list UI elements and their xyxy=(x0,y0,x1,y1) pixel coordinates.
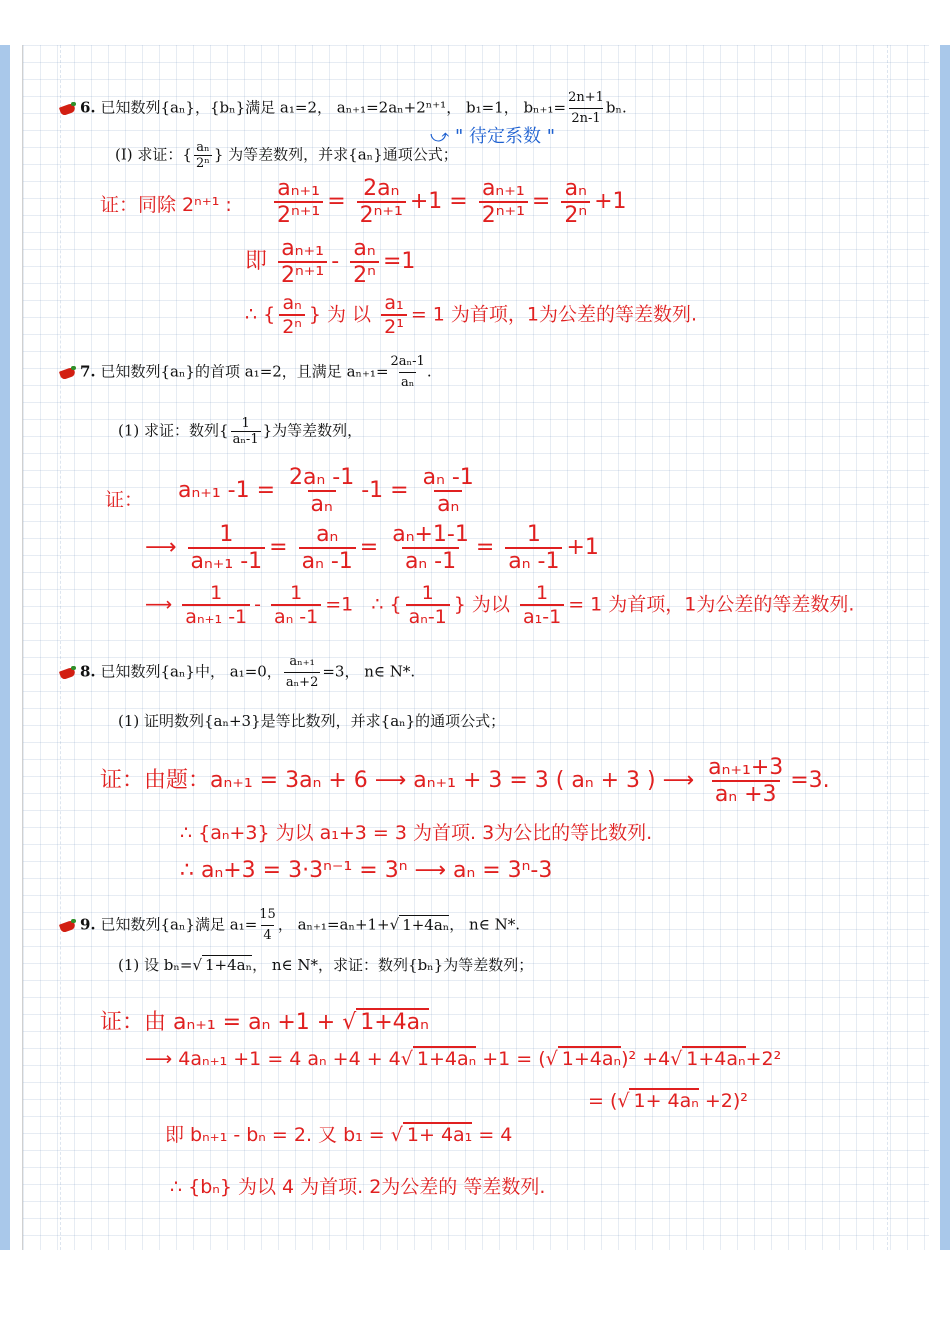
math-text: 1+4aₙ xyxy=(558,1046,621,1070)
math-text: aₙ₊₁ -1 = xyxy=(178,478,276,503)
math-text: 已知数列{aₙ}满足 a₁= xyxy=(100,915,258,934)
math-text: aₙ xyxy=(282,292,302,314)
fraction xyxy=(520,582,564,628)
math-text: 证：由题：aₙ₊₁ = 3aₙ + 6 ⟶ aₙ₊₁ + 3 = 3 ( aₙ + 3 ) ⟶ xyxy=(100,768,695,793)
math-text: +1 xyxy=(566,535,599,560)
fraction xyxy=(286,465,357,517)
math-text: aₙ₊₁ xyxy=(281,236,324,261)
math-text: 2aₙ-1 xyxy=(390,354,425,369)
math-text: = xyxy=(327,189,346,214)
math-text: aₙ₊₁ xyxy=(481,176,525,201)
math-text: ， n∈ N*，求证：数列{bₙ}为等差数列； xyxy=(252,956,534,974)
math-text: +1 = ( xyxy=(482,1048,546,1070)
math-text: 1 xyxy=(290,582,303,604)
q9-proof-line1: 证：由 aₙ₊₁ = aₙ +1 + √ 1+4aₙ xyxy=(100,1010,429,1035)
q7-proof-line2 xyxy=(145,522,599,574)
fraction xyxy=(271,582,321,628)
math-text: = ( xyxy=(588,1090,618,1112)
math-text: aₙ xyxy=(316,522,339,547)
math-text: (1) 设 bₙ= xyxy=(118,956,193,974)
math-text: aₙ xyxy=(308,490,336,517)
math-text: = xyxy=(359,535,379,560)
math-text: 1+4aₙ xyxy=(399,915,449,934)
math-text: } 为 以 xyxy=(308,303,372,326)
math-text: aₙ +3 xyxy=(712,780,780,807)
math-text: aₙ xyxy=(196,140,210,155)
math-text: }为等差数列， xyxy=(262,421,363,440)
q9-stem: 9. 已知数列{aₙ}满足 a₁= $\frac{15}{4}$ ， aₙ₊₁=aₙ+1+√ 1+4aₙ， n∈ N*. xyxy=(58,905,520,946)
math-text: 7. xyxy=(80,362,96,381)
fraction xyxy=(350,236,379,288)
math-text: aₙ -1 xyxy=(402,547,459,574)
math-text: " 待定系数 " xyxy=(454,126,555,147)
math-text: aₙ₊₁ -1 xyxy=(182,604,250,628)
math-text: 2n+1 xyxy=(568,90,604,105)
math-text: - xyxy=(331,249,340,274)
chili-pepper-icon xyxy=(58,366,76,380)
math-text: 15 xyxy=(259,907,276,922)
math-text: 证：由 aₙ₊₁ = aₙ +1 + xyxy=(100,1010,336,1035)
math-text: } 为等差数列，并求{aₙ}通项公式； xyxy=(213,145,458,164)
fraction xyxy=(188,522,266,574)
math-text: ， n∈ N*. xyxy=(449,915,520,934)
left-margin-bar xyxy=(0,45,10,1250)
math-text: aₙ₊₁ xyxy=(277,176,320,201)
right-margin-bar xyxy=(940,45,950,1250)
q7-stem xyxy=(58,352,432,393)
math-text: 6. xyxy=(80,98,96,117)
math-text: (1) 求证：数列{ xyxy=(118,421,229,440)
math-text: . xyxy=(426,362,432,381)
math-text: 已知数列{aₙ}，{bₙ}满足 a₁=2， aₙ₊₁=2aₙ+2ⁿ⁺¹， b₁=1， bₙ₊₁= xyxy=(100,98,567,117)
math-text: 1 xyxy=(536,582,549,604)
math-text: aₙ₊₁ -1 xyxy=(188,547,266,574)
math-text: = 1 为首项，1为公差的等差数列. xyxy=(568,593,855,616)
q7-proof-line1 xyxy=(178,465,481,517)
q8-proof-line2: ∴ {aₙ+3} 为以 a₁+3 = 3 为首项. 3为公比的等比数列. xyxy=(180,822,653,844)
math-text: ， aₙ₊₁=aₙ+1+ xyxy=(277,915,390,934)
math-text: 1+ 4a₁ xyxy=(403,1122,472,1146)
math-text: 2ⁿ⁺¹ xyxy=(278,261,327,288)
math-text: 2aₙ xyxy=(363,176,400,201)
math-text: bₙ. xyxy=(605,98,627,117)
math-text: 2ⁿ xyxy=(561,201,590,228)
fraction xyxy=(479,176,528,228)
math-text: aₙ-1 xyxy=(232,432,259,447)
math-text: aₙ xyxy=(564,176,587,201)
q8-part1: (1) 证明数列{aₙ+3}是等比数列，并求{aₙ}的通项公式； xyxy=(118,712,506,730)
q6-proof-line1-label: 证：同除 2ⁿ⁺¹ : xyxy=(100,194,232,216)
q9-proof-line4: 即 bₙ₊₁ - bₙ = 2. 又 b₁ = √ 1+ 4a₁ = 4 xyxy=(165,1124,513,1146)
q9-proof-line2: ⟶ 4aₙ₊₁ +1 = 4 aₙ +4 + 4√ 1+4aₙ +1 = (√ 1+4aₙ)² +4√ 1+4aₙ+2² xyxy=(145,1048,782,1070)
math-text: 1+4aₙ xyxy=(682,1046,745,1070)
math-text: a₁-1 xyxy=(520,604,564,628)
math-text: 2aₙ -1 xyxy=(289,465,355,490)
math-text: ∴ { xyxy=(371,593,402,616)
math-text: 2ⁿ⁺¹ xyxy=(357,201,406,228)
math-text: = xyxy=(269,535,288,560)
math-text: =1 xyxy=(382,249,416,274)
fraction xyxy=(279,292,305,338)
math-text: 1+4aₙ xyxy=(356,1008,429,1035)
math-text: 即 xyxy=(245,249,268,274)
q6-proof-line2 xyxy=(245,236,415,288)
q7-proof-label: 证： xyxy=(105,489,144,511)
math-text: 1 xyxy=(219,522,234,547)
math-text: aₙ -1 xyxy=(271,604,321,628)
math-text: -1 = xyxy=(361,478,409,503)
math-text: 1 xyxy=(241,416,250,431)
math-text: (I) 求证：{ xyxy=(115,145,192,164)
math-text: 4 xyxy=(261,925,273,946)
fraction xyxy=(194,140,212,171)
fraction xyxy=(182,582,250,628)
math-text: aₙ₊₁ xyxy=(289,654,315,669)
math-text: ⟶ xyxy=(145,535,177,560)
fraction xyxy=(259,905,276,946)
math-text: 2ⁿ xyxy=(195,156,210,171)
math-text: +1 = xyxy=(409,189,468,214)
math-text: aₙ+1-1 xyxy=(392,522,469,547)
fraction xyxy=(568,88,604,129)
fraction xyxy=(357,176,406,228)
q7-part1 xyxy=(118,416,362,447)
math-text: aₙ -1 xyxy=(505,547,562,574)
math-text: 1 xyxy=(526,522,541,547)
q9-part1: (1) 设 bₙ=√ 1+4aₙ， n∈ N*，求证：数列{bₙ}为等差数列； xyxy=(118,956,534,974)
math-text: 1 xyxy=(421,582,434,604)
math-text: ∴ { xyxy=(245,303,276,326)
chili-pepper-icon xyxy=(58,919,76,933)
fraction xyxy=(705,755,786,807)
q8-proof-line1 xyxy=(100,755,830,807)
q6-proof-line3 xyxy=(245,292,697,338)
q6-proof-line1 xyxy=(270,176,627,228)
q6-note: ⤻ " 待定系数 " xyxy=(430,126,555,147)
math-text: = 1 为首项，1为公差的等差数列. xyxy=(410,303,698,326)
q8-stem xyxy=(58,652,415,693)
math-text: aₙ -1 xyxy=(422,465,474,490)
fraction xyxy=(231,416,261,447)
math-text: 1+4aₙ xyxy=(202,955,252,974)
math-text: +2)² xyxy=(704,1090,748,1112)
q9-proof-line5: ∴ {bₙ} 为以 4 为首项. 2为公差的 等差数列. xyxy=(170,1176,546,1198)
math-text: = 4 xyxy=(478,1124,513,1146)
fraction xyxy=(389,522,472,574)
fraction xyxy=(391,352,425,393)
math-text: ⟶ xyxy=(145,593,173,616)
math-text: = xyxy=(531,189,551,214)
math-text: aₙ xyxy=(399,372,416,393)
math-text: a₁ xyxy=(384,292,404,314)
math-text: 2n-1 xyxy=(569,108,602,129)
fraction xyxy=(406,582,450,628)
fraction xyxy=(299,522,356,574)
q7-proof-line3 xyxy=(145,582,854,628)
fraction xyxy=(505,522,562,574)
math-text: aₙ -1 xyxy=(299,547,356,574)
math-text: aₙ xyxy=(353,236,376,261)
chili-pepper-icon xyxy=(58,666,76,680)
math-text: aₙ+2 xyxy=(284,672,321,693)
math-text: aₙ-1 xyxy=(406,604,450,628)
math-text: aₙ₊₁+3 xyxy=(708,755,784,780)
q9-proof-line3: = (√ 1+ 4aₙ +2)² xyxy=(588,1090,748,1112)
math-text: 2ⁿ xyxy=(350,261,379,288)
math-text: ⟶ 4aₙ₊₁ +1 = 4 aₙ +4 + 4 xyxy=(145,1048,401,1070)
math-text: 已知数列{aₙ}的首项 a₁=2，且满足 aₙ₊₁= xyxy=(100,362,389,381)
math-text: 2ⁿ⁺¹ xyxy=(274,201,323,228)
fraction xyxy=(284,652,321,693)
math-text: = xyxy=(475,535,495,560)
math-text: +1 xyxy=(594,189,627,214)
fraction xyxy=(274,176,323,228)
math-text: - xyxy=(254,593,261,616)
q6-part1 xyxy=(115,140,458,171)
math-text: 1 xyxy=(210,582,223,604)
math-text: 9. xyxy=(80,915,96,934)
math-text: } 为以 xyxy=(453,593,510,616)
math-text: =3， n∈ N*. xyxy=(322,662,416,681)
math-text: +2² xyxy=(745,1048,782,1070)
math-text: 1+4aₙ xyxy=(413,1046,476,1070)
fraction xyxy=(420,465,477,517)
math-text: =3. xyxy=(790,768,830,793)
fraction xyxy=(381,292,407,338)
math-text: =1 xyxy=(325,593,354,616)
math-text: 2ⁿ xyxy=(279,314,305,338)
math-text: 已知数列{aₙ}中， a₁=0， xyxy=(100,662,282,681)
chili-pepper-icon xyxy=(58,102,76,116)
fraction xyxy=(561,176,590,228)
fraction xyxy=(278,236,327,288)
math-text: 2ⁿ⁺¹ xyxy=(479,201,528,228)
math-text: 1+ 4aₙ xyxy=(629,1088,698,1112)
math-text: 8. xyxy=(80,662,96,681)
math-text: 即 bₙ₊₁ - bₙ = 2. 又 b₁ = xyxy=(165,1124,385,1146)
math-text: aₙ xyxy=(434,490,462,517)
q8-proof-line3: ∴ aₙ+3 = 3·3ⁿ⁻¹ = 3ⁿ ⟶ aₙ = 3ⁿ-3 xyxy=(180,858,553,883)
math-text: 2¹ xyxy=(381,314,407,338)
math-text: )² +4 xyxy=(621,1048,671,1070)
